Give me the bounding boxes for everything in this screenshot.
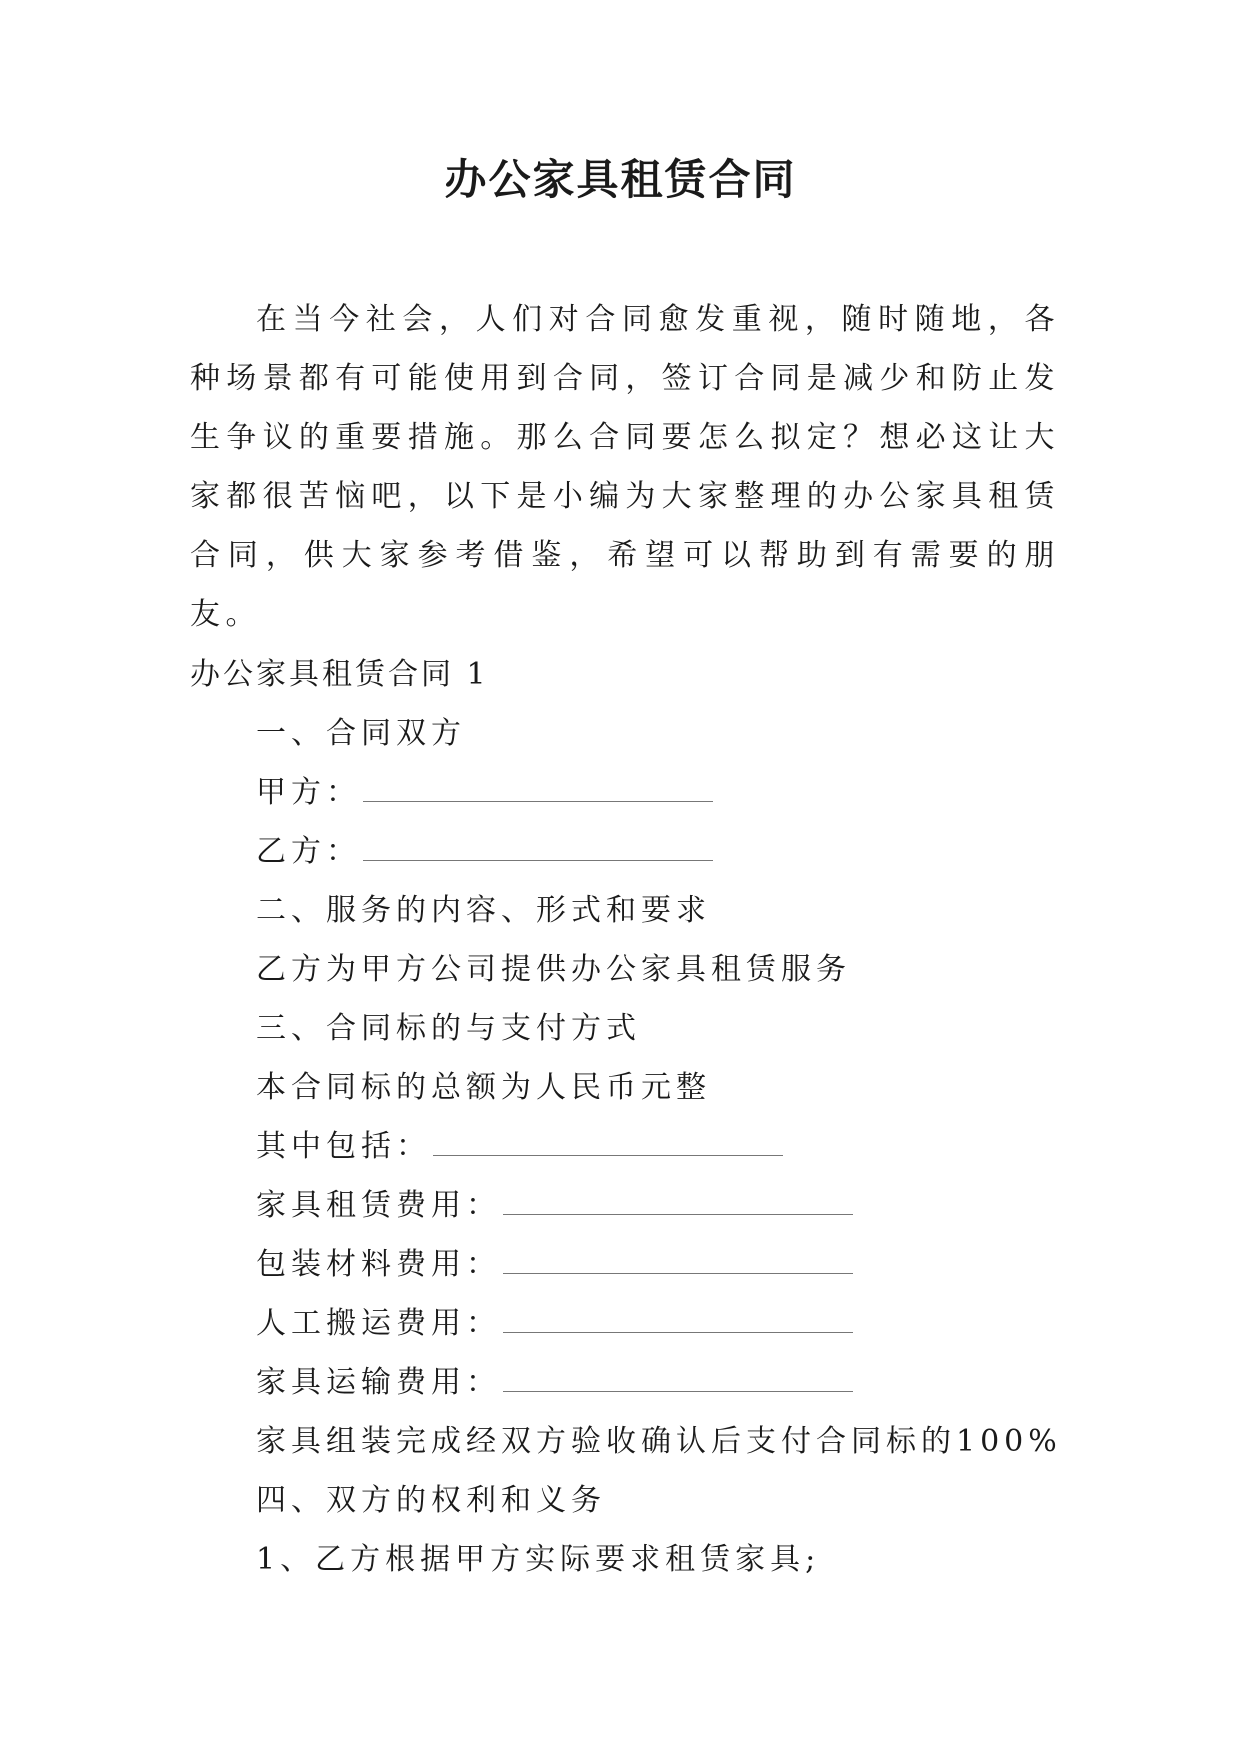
party-b-field: 乙方： xyxy=(256,822,1056,881)
rental-fee-blank[interactable] xyxy=(503,1188,853,1215)
packaging-fee-field: 包装材料费用： xyxy=(256,1235,1056,1294)
includes-field: 其中包括： xyxy=(256,1117,1056,1176)
labor-fee-field: 人工搬运费用： xyxy=(256,1294,1056,1353)
party-a-blank[interactable] xyxy=(363,775,713,802)
includes-blank[interactable] xyxy=(433,1129,783,1156)
clause-text: 家具组装完成经双方验收确认后支付合同标的100% xyxy=(256,1424,1062,1459)
intro-paragraph: 在当今社会，人们对合同愈发重视，随时随地，各种场景都有可能使用到合同，签订合同是减少和防止发生争议的重要措施。那么合同要怎么拟定？想必这让大家都很苦恼吧，以下是小编为大家整理的办公家具租赁合同，供大家参考借鉴，希望可以帮助到有需要的朋友。 xyxy=(190,302,1060,632)
packaging-fee-blank[interactable] xyxy=(503,1247,853,1274)
clause-heading-payment: 三、合同标的与支付方式 xyxy=(256,1011,641,1046)
clause-text: 乙方为甲方公司提供办公家具租赁服务 xyxy=(256,952,851,987)
clause-heading-parties: 一、合同双方 xyxy=(256,716,466,751)
clause-heading-rights: 四、双方的权利和义务 xyxy=(256,1483,606,1518)
section-title: 办公家具租赁合同 1 xyxy=(190,657,489,692)
clause-text: 本合同标的总额为人民币元整 xyxy=(256,1070,711,1105)
document-title: 办公家具租赁合同 xyxy=(444,155,797,204)
clause-text: 1、乙方根据甲方实际要求租赁家具; xyxy=(256,1542,821,1577)
transport-fee-field: 家具运输费用： xyxy=(256,1353,1056,1412)
clause-heading-service: 二、服务的内容、形式和要求 xyxy=(256,893,711,928)
rental-fee-field: 家具租赁费用： xyxy=(256,1176,1056,1235)
labor-fee-blank[interactable] xyxy=(503,1306,853,1333)
transport-fee-blank[interactable] xyxy=(503,1365,853,1392)
party-b-blank[interactable] xyxy=(363,834,713,861)
party-a-field: 甲方： xyxy=(256,763,1056,822)
contract-body xyxy=(256,704,1062,1589)
